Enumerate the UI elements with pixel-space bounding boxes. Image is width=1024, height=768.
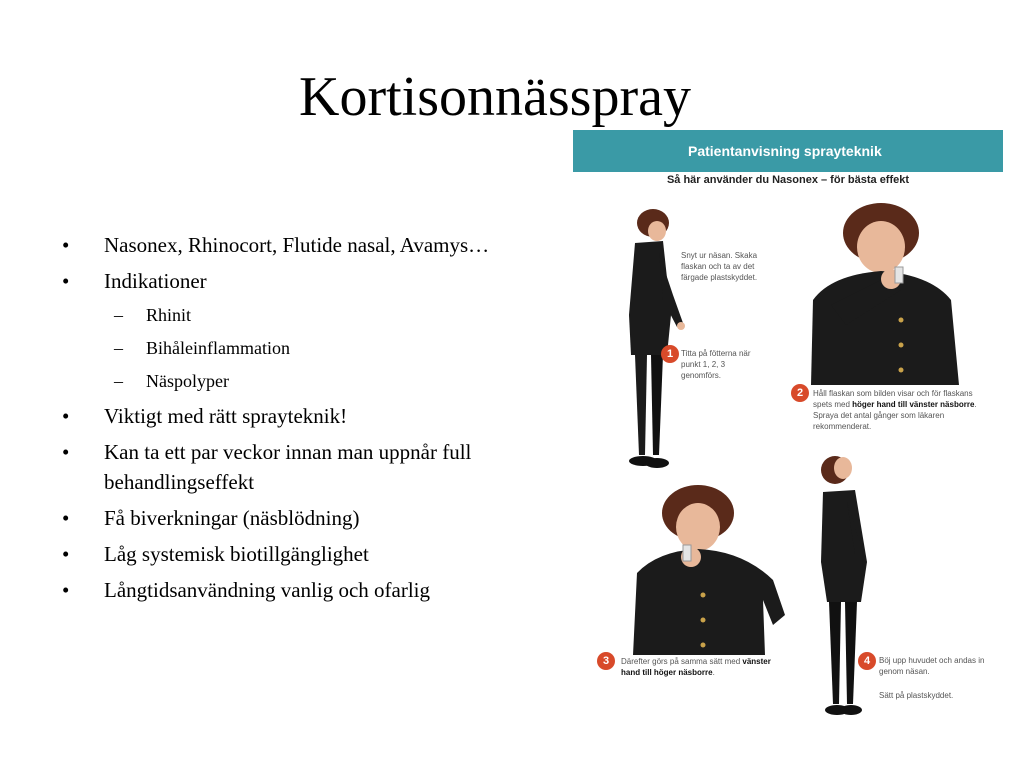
bullet-item: • Få biverkningar (näsblödning) [60, 503, 530, 533]
intro-caption: Snyt ur näsan. Skaka flaskan och ta av det färgade plastskyddet. [681, 251, 758, 282]
sub-bullet-item: – Bihåleinflammation [114, 335, 530, 361]
step-1-badge: 1 [661, 345, 679, 363]
slide-title: Kortisonnässpray [299, 66, 691, 128]
person-spraying-left-hand-illustration [623, 485, 793, 655]
step-2-caption: Håll flaskan som bilden visar och för flaskans spets med höger hand till vänster näsborre. Spraya det antal gånger som läkaren rekommenderat. [813, 389, 977, 431]
sub-bullet-text: Rhinit [146, 305, 192, 325]
person-looking-down-illustration [601, 205, 681, 475]
bullet-text: Nasonex, Rhinocort, Flutide nasal, Avamys… [104, 233, 490, 257]
step-3-caption: Därefter görs på samma sätt med vänster hand till höger näsborre. [621, 657, 771, 677]
bullet-text: Kan ta ett par veckor innan man uppnår full behandlingseffekt [104, 440, 472, 494]
spray-instruction-infographic [573, 130, 1003, 725]
bullet-item: • Nasonex, Rhinocort, Flutide nasal, Avamys… [60, 230, 530, 260]
sub-bullet-text: Näspolyper [146, 371, 229, 391]
step-2-badge: 2 [791, 384, 809, 402]
bullet-item: • Långtidsanvändning vanlig och ofarlig [60, 575, 530, 605]
bullet-list [60, 230, 530, 611]
bullet-item: • Kan ta ett par veckor innan man uppnår full behandlingseffekt [60, 437, 530, 497]
bullet-text: Få biverkningar (näsblödning) [104, 506, 360, 530]
sub-bullet-item: – Näspolyper [114, 368, 530, 394]
bullet-item: • Låg systemisk biotillgänglighet [60, 539, 530, 569]
step-4-caption: Böj upp huvudet och andas in genom näsan. [879, 656, 985, 676]
sub-bullet-item: – Rhinit [114, 302, 530, 328]
bullet-text: Långtidsanvändning vanlig och ofarlig [104, 578, 431, 602]
step-1-caption: Titta på fötterna när punkt 1, 2, 3 genomförs. [681, 349, 751, 380]
step-3-badge: 3 [597, 652, 615, 670]
infographic-banner: Patientanvisning sprayteknik [573, 130, 1003, 172]
step-4-badge: 4 [858, 652, 876, 670]
bullet-item: • Viktigt med rätt sprayteknik! [60, 401, 530, 431]
person-spraying-right-hand-illustration [791, 205, 976, 385]
person-looking-up-illustration [815, 452, 885, 722]
infographic-subtitle: Så här använder du Nasonex – för bästa effekt [666, 174, 910, 186]
bullet-text: Låg systemisk biotillgänglighet [104, 542, 369, 566]
bullet-item: • Indikationer [60, 266, 530, 296]
outro-caption: Sätt på plastskyddet. [879, 691, 954, 700]
bullet-text: Viktigt med rätt sprayteknik! [104, 404, 348, 428]
bullet-text: Indikationer [104, 269, 207, 293]
sub-bullet-text: Bihåleinflammation [146, 338, 290, 358]
